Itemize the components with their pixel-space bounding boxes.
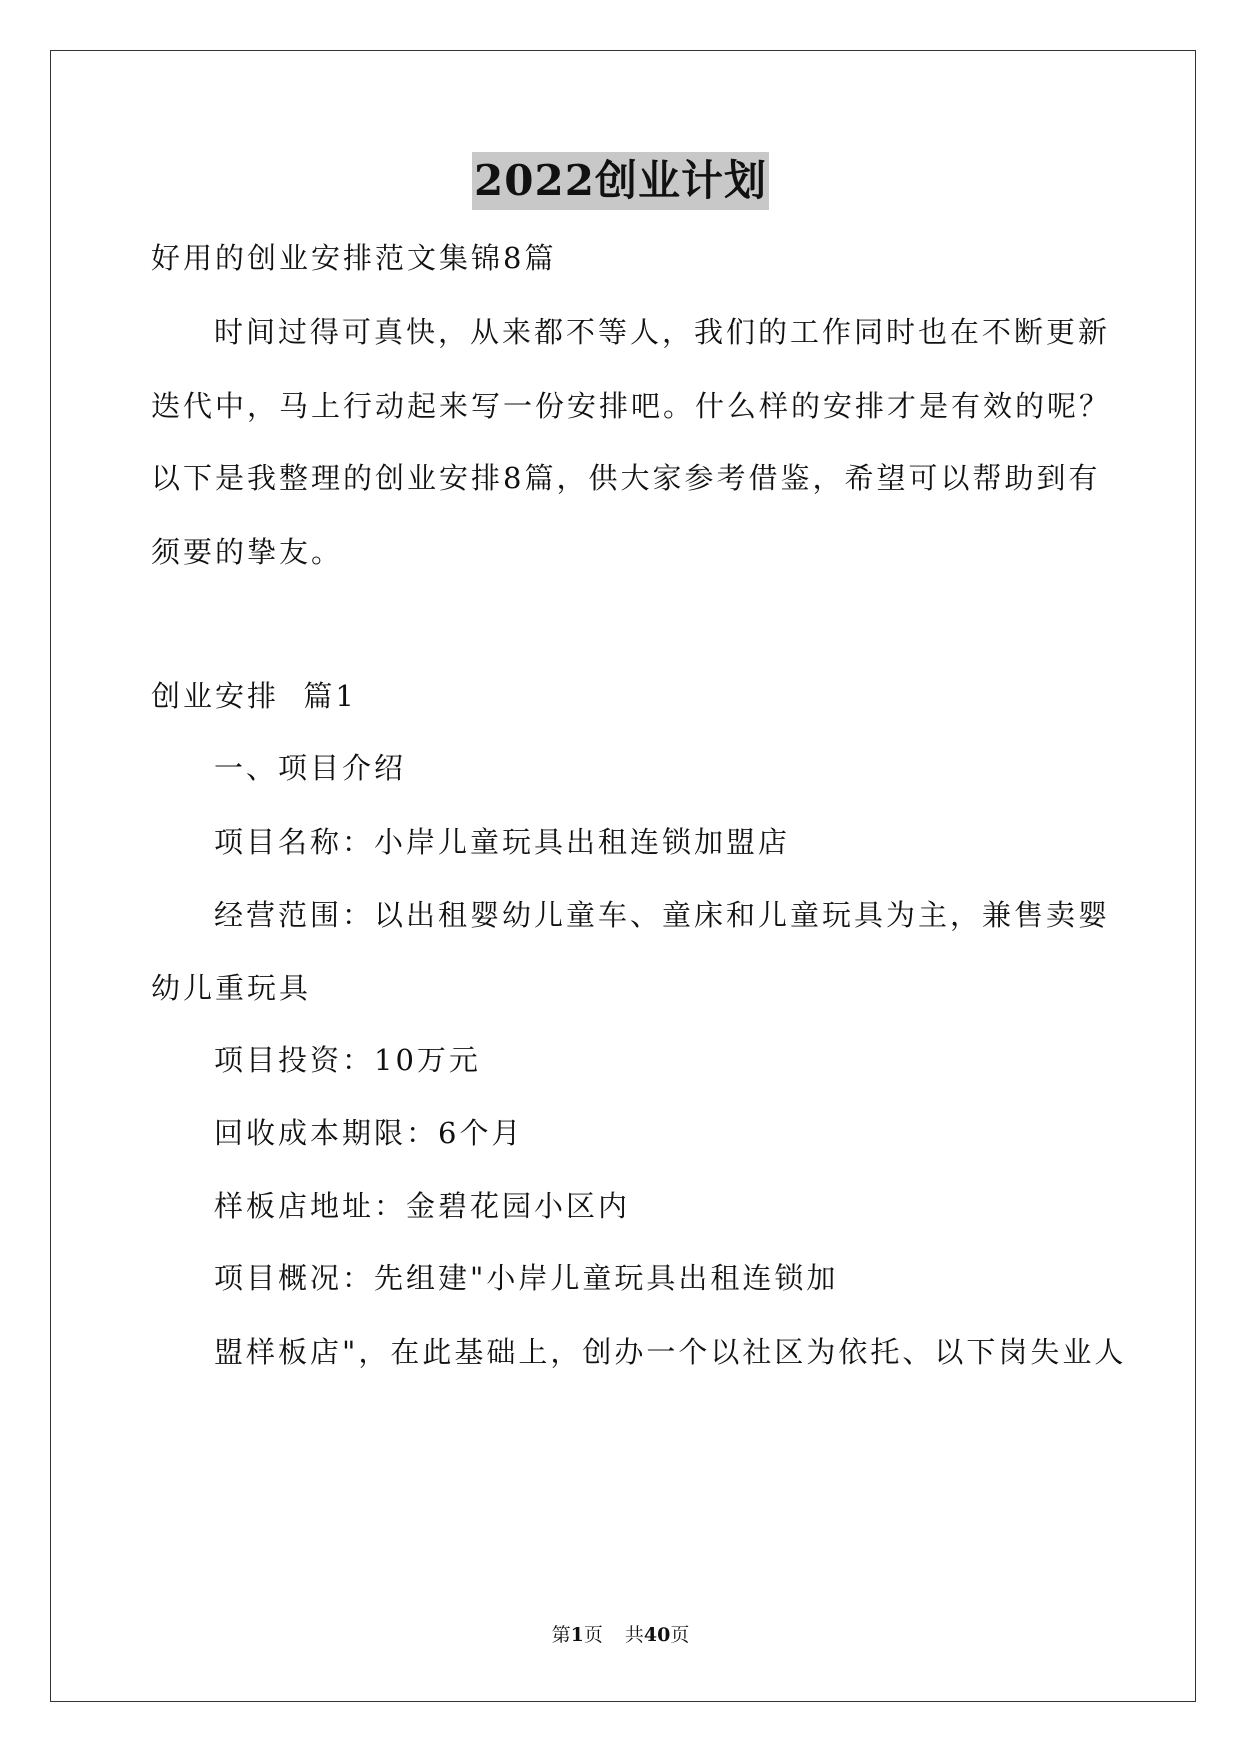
body-line-4: 幼儿重玩具 bbox=[151, 971, 312, 1005]
page-border bbox=[50, 50, 1196, 1702]
intro-line-2: 迭代中，马上行动起来写一份安排吧。什么样的安排才是有效的呢？ bbox=[151, 389, 1112, 423]
footer-page-suffix: 页 bbox=[583, 1624, 603, 1646]
intro-line-3: 以下是我整理的创业安排8篇，供大家参考借鉴，希望可以帮助到有 bbox=[151, 461, 1101, 495]
body-line-2: 项目名称：小岸儿童玩具出租连锁加盟店 bbox=[214, 825, 791, 859]
footer-page-number: 1 bbox=[570, 1624, 584, 1646]
page-footer bbox=[0, 1622, 1241, 1648]
footer-total-suffix: 页 bbox=[670, 1624, 690, 1646]
footer-page-prefix: 第 bbox=[551, 1624, 571, 1646]
title-container bbox=[0, 152, 1241, 210]
body-line-3: 经营范围：以出租婴幼儿童车、童床和儿童玩具为主，兼售卖婴 bbox=[214, 898, 1111, 932]
body-line-1: 一、项目介绍 bbox=[214, 751, 407, 785]
body-line-9: 盟样板店"，在此基础上，创办一个以社区为依托、以下岗失业人 bbox=[214, 1335, 1127, 1369]
intro-line-4: 须要的挚友。 bbox=[151, 535, 344, 569]
document-subtitle: 好用的创业安排范文集锦8篇 bbox=[151, 241, 557, 275]
body-line-7: 样板店地址：金碧花园小区内 bbox=[214, 1189, 631, 1223]
body-line-8: 项目概况：先组建"小岸儿童玩具出租连锁加 bbox=[214, 1261, 839, 1295]
body-line-6: 回收成本期限：6个月 bbox=[214, 1116, 524, 1150]
intro-line-1: 时间过得可真快，从来都不等人，我们的工作同时也在不断更新 bbox=[214, 315, 1111, 349]
document-title: 2022创业计划 bbox=[472, 152, 769, 210]
footer-total-pages: 40 bbox=[643, 1624, 671, 1646]
body-line-5: 项目投资：10万元 bbox=[214, 1043, 481, 1077]
section-heading: 创业安排 篇1 bbox=[151, 679, 357, 713]
footer-total-prefix: 共 bbox=[624, 1624, 644, 1646]
